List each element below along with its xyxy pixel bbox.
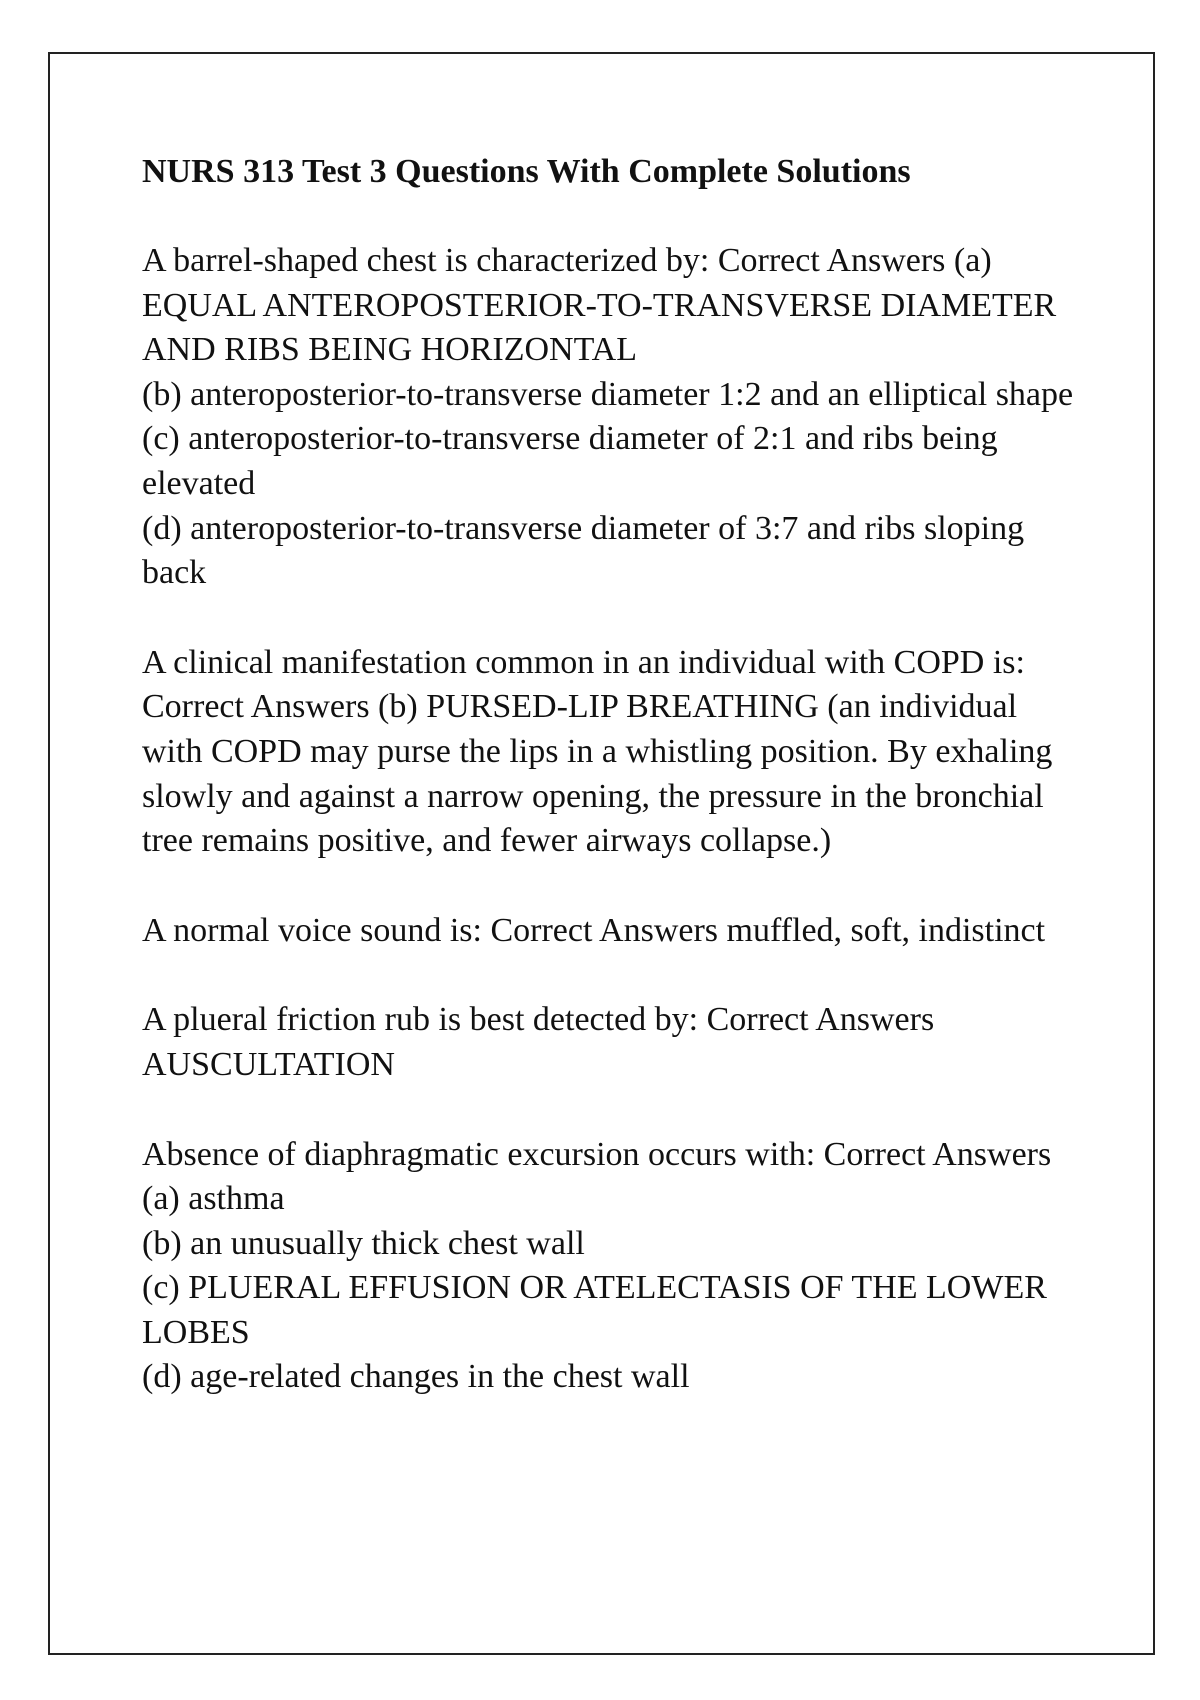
document-title: NURS 313 Test 3 Questions With Complete Solutions <box>142 153 911 190</box>
question-text: A normal voice sound is: Correct Answers muffled, soft, indistinct <box>142 911 1046 949</box>
answer-option-c: (c) PLUERAL EFFUSION OR ATELECTASIS OF THE LOWER LOBES <box>142 1269 1047 1351</box>
question-friction-rub <box>142 998 1082 1087</box>
question-text: Absence of diaphragmatic excursion occurs with: Correct Answers (a) asthma <box>142 1135 1052 1218</box>
answer-option-b: (b) an unusually thick chest wall <box>142 1224 585 1262</box>
question-text: A plueral friction rub is best detected by: Correct Answers AUSCULTATION <box>142 1001 935 1083</box>
document-content <box>142 150 1082 1445</box>
answer-option-d: (d) age-related changes in the chest wall <box>142 1358 690 1396</box>
question-copd-manifestation <box>142 641 1082 864</box>
question-text: A barrel-shaped chest is characterized by: Correct Answers (a) EQUAL ANTEROPOSTERIOR-TO-TRANSVERSE DIAMETER AND RIBS BEING HORIZONTAL <box>142 242 1057 369</box>
question-diaphragmatic-excursion <box>142 1133 1082 1401</box>
question-barrel-chest <box>142 239 1082 596</box>
question-normal-voice-sound <box>142 909 1082 954</box>
answer-option-c: (c) anteroposterior-to-transverse diameter of 2:1 and ribs being elevated <box>142 420 998 502</box>
answer-option-b: (b) anteroposterior-to-transverse diameter 1:2 and an elliptical shape <box>142 375 1074 413</box>
question-text: A clinical manifestation common in an individual with COPD is: Correct Answers (b) PURSED-LIP BREATHING (an individual with COPD may purse the lips in a whistling position. By exhaling slowly and against a narrow opening, the pressure in the bronchial tree remains positive, and fewer airways collapse.) <box>142 643 1053 860</box>
answer-option-d: (d) anteroposterior-to-transverse diameter of 3:7 and ribs sloping back <box>142 509 1025 592</box>
